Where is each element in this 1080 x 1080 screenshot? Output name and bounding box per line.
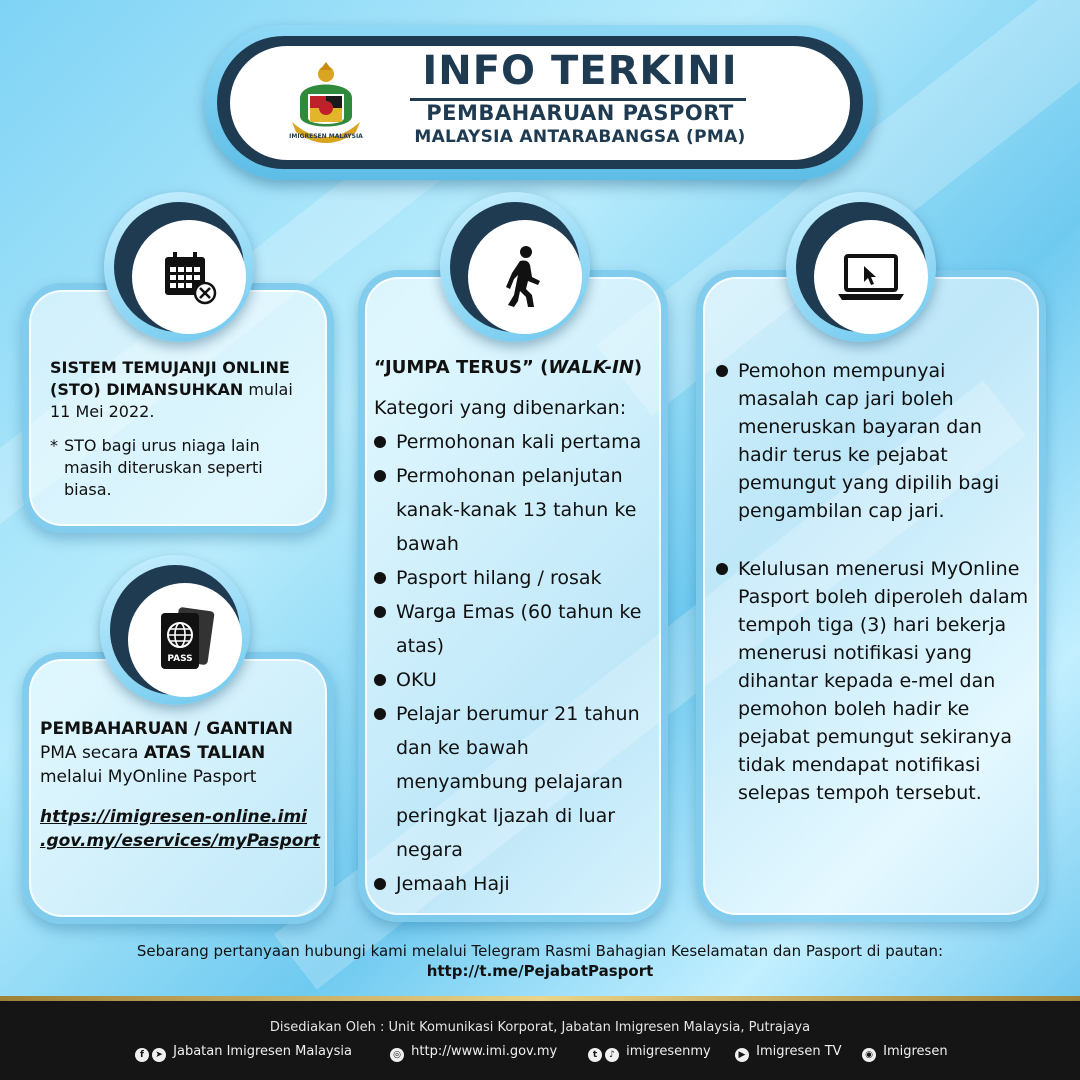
walk-in-heading bbox=[374, 357, 664, 379]
list-item: OKU bbox=[374, 663, 664, 697]
list-item: Pasport hilang / rosak bbox=[374, 561, 664, 595]
list-item: Pemohon mempunyai masalah cap jari boleh meneruskan bayaran dan hadir terus ke pejabat pemungut yang dipilih bagi pengambilan cap jari. bbox=[716, 357, 1036, 525]
sto-note bbox=[50, 435, 320, 501]
svg-text:PASS: PASS bbox=[167, 654, 193, 664]
youtube-icon: ▶ bbox=[735, 1048, 749, 1062]
prepared-by: Disediakan Oleh : Unit Komunikasi Korporat, Jabatan Imigresen Malaysia, Putrajaya bbox=[269, 1020, 811, 1035]
sto-line3: 11 Mei 2022. bbox=[50, 402, 155, 421]
sto-icon-badge bbox=[104, 192, 254, 342]
list-item: Jemaah Haji bbox=[374, 867, 664, 901]
laptop-icon-badge bbox=[786, 192, 936, 342]
sto-line1: SISTEM TEMUJANJI ONLINE bbox=[50, 358, 290, 377]
walk-in-heading-italic: WALK-IN bbox=[548, 357, 634, 378]
online-line2-pre: PMA secara bbox=[40, 743, 144, 763]
sto-text bbox=[50, 357, 320, 423]
footer-note: Sebarang pertanyaan hubungi kami melalui Telegram Rasmi Bahagian Keselamatan dan Pasport di pautan: bbox=[136, 942, 944, 960]
page-subtitle-line1: PEMBAHARUAN PASPORT bbox=[426, 101, 734, 125]
telegram-icon: ➤ bbox=[152, 1048, 166, 1062]
web-icon: ◎ bbox=[390, 1048, 404, 1062]
list-item: Kelulusan menerusi MyOnline Pasport boleh diperoleh dalam tempoh tiga (3) hari bekerja menerusi notifikasi yang dihantar kepada e-mel dan pemohon boleh hadir ke pejabat pemungut sekiranya tidak mendapat notifikasi selepas tempoh tersebut. bbox=[716, 555, 1036, 807]
sto-note-line1: STO bagi urus niaga lain bbox=[64, 436, 260, 455]
svg-text:IMIGRESEN MALAYSIA: IMIGRESEN MALAYSIA bbox=[289, 133, 363, 140]
page-subtitle-line2: MALAYSIA ANTARABANGSA (PMA) bbox=[414, 127, 746, 147]
online-text bbox=[40, 717, 330, 789]
list-item: Pelajar berumur 21 tahun dan ke bawah menyambung pelajaran peringkat Ijazah di luar negara bbox=[374, 697, 664, 867]
fingerprint-list bbox=[716, 357, 1036, 807]
walk-in-heading-pre: “JUMPA TERUS” ( bbox=[374, 357, 549, 378]
sto-line2-bold: (STO) DIMANSUHKAN bbox=[50, 380, 244, 399]
social-label[interactable]: Imigresen TV bbox=[756, 1044, 842, 1059]
telegram-link[interactable]: http://t.me/PejabatPasport bbox=[426, 962, 654, 980]
social-web[interactable] bbox=[390, 1044, 557, 1062]
page-title: INFO TERKINI bbox=[422, 48, 738, 94]
list-item: Warga Emas (60 tahun ke atas) bbox=[374, 595, 664, 663]
sto-note-line3: biasa. bbox=[64, 480, 112, 499]
imigresen-emblem-icon bbox=[286, 60, 366, 146]
url-line2[interactable]: .gov.my/eservices/myPasport bbox=[40, 831, 320, 851]
social-twitter-tiktok[interactable] bbox=[588, 1044, 711, 1062]
online-icon-badge bbox=[100, 555, 250, 705]
passport-icon bbox=[155, 607, 215, 673]
calendar-cancel-icon bbox=[161, 249, 217, 305]
online-line3: melalui MyOnline Pasport bbox=[40, 767, 257, 787]
twitter-icon: t bbox=[588, 1048, 602, 1062]
online-line1: PEMBAHARUAN / GANTIAN bbox=[40, 719, 293, 739]
social-label[interactable]: imigresenmy bbox=[626, 1044, 711, 1059]
walk-in-list bbox=[374, 425, 664, 901]
laptop-cursor-icon bbox=[836, 252, 906, 302]
social-label[interactable]: Imigresen bbox=[883, 1044, 948, 1059]
walk-in-intro: Kategori yang dibenarkan: bbox=[374, 397, 627, 419]
bottom-bar bbox=[0, 1001, 1080, 1080]
list-item: Permohonan pelanjutan kanak-kanak 13 tahun ke bawah bbox=[374, 459, 664, 561]
facebook-icon: f bbox=[135, 1048, 149, 1062]
sto-line2-rest: mulai bbox=[243, 380, 293, 399]
social-label[interactable]: http://www.imi.gov.my bbox=[411, 1044, 558, 1059]
url-line1[interactable]: https://imigresen-online.imi bbox=[40, 807, 308, 827]
myonline-pasport-link[interactable] bbox=[40, 805, 330, 853]
list-item: Permohonan kali pertama bbox=[374, 425, 664, 459]
tiktok-icon: ♪ bbox=[605, 1048, 619, 1062]
social-facebook-telegram[interactable] bbox=[135, 1044, 352, 1062]
walking-person-icon bbox=[500, 245, 550, 309]
social-label[interactable]: Jabatan Imigresen Malaysia bbox=[173, 1044, 352, 1059]
social-instagram[interactable] bbox=[862, 1044, 948, 1062]
walk-in-icon-badge bbox=[440, 192, 590, 342]
walk-in-heading-post: ) bbox=[633, 357, 643, 378]
instagram-icon: ◉ bbox=[862, 1048, 876, 1062]
sto-note-line2: masih diteruskan seperti bbox=[64, 458, 263, 477]
sto-note-mark: * bbox=[50, 436, 58, 455]
online-line2-bold: ATAS TALIAN bbox=[143, 743, 266, 763]
social-youtube[interactable] bbox=[735, 1044, 842, 1062]
